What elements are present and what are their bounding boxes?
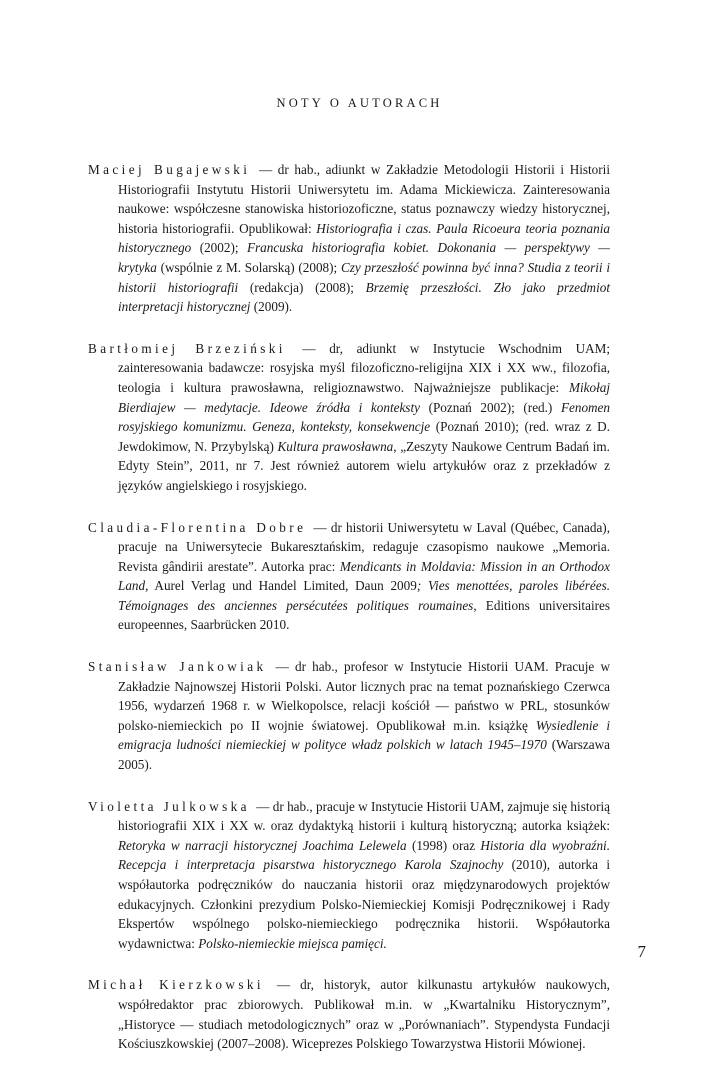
author-name: Stanisław Jankowiak (88, 659, 267, 675)
publication-title: Czy przeszłość powinna być inna? Studia z teorii i historii historiografii (118, 259, 610, 295)
publication-title: Mikołaj Bierdiajew — medytacje. Ideowe źródła i konteksty (118, 379, 610, 415)
author-entry (88, 160, 610, 317)
bio-text: , „Zeszyty Naukowe Centrum Badań im. Edyty Stein”, 2011, nr 7. Jest również autorem wielu artykułów oraz z przekładów z języków angielskiego i rosyjskiego. (118, 438, 610, 493)
bio-text: (Poznań 2002); (red.) (419, 399, 561, 415)
publication-title: Mendicants in Moldavia: Mission in an Orthodox Land (118, 558, 610, 594)
bio-text: (1998) oraz (406, 837, 481, 853)
bio-text: (Warszawa 2005). (118, 737, 611, 773)
publication-title: Wysiedlenie i emigracja ludności niemieckiej w polityce władz polskich w latach 1945–1970 (118, 717, 610, 753)
author-entry (88, 975, 610, 1053)
publication-title: Historiografia i czas. Paula Ricoeura teoria poznania historycznego (118, 220, 610, 256)
author-name: Bartłomiej Brzeziński (88, 340, 286, 356)
publication-title: Polsko-niemieckie miejsca pamięci. (198, 935, 387, 951)
author-name: Maciej Bugajewski (88, 162, 251, 177)
author-name: Michał Kierzkowski (88, 977, 264, 993)
author-entry (88, 657, 610, 775)
author-entry (88, 339, 610, 496)
bio-text: (wspólnie z M. Solarską) (2008); (156, 259, 341, 275)
bio-text: (Poznań 2010); (red. wraz z D. Jewdokimow, N. Przybylską) (118, 419, 610, 454)
bio-text: , Editions universitaires europeennes, Saarbrücken 2010. (118, 597, 610, 633)
publication-title: Brzemię przeszłości. Zło jako przedmiot interpretacji historycznej (118, 279, 610, 315)
bio-text: (2010), autorka i współautorka podręczników do nauczania historii oraz międzynarodowych projektów edukacyjnych. Członkini prezydium Polsko-Niemieckiej Komisji Podręcznikowej i Rady Ekspertów wspólnego polsko-niemieckiego podręcznika historii. Współautorka wydawnictwa: (118, 857, 610, 951)
bio-text: (2002); (191, 240, 247, 256)
publication-title: Francuska historiografia kobiet. Dokonania — perspektywy — krytyka (118, 240, 611, 275)
author-name: Violetta Julkowska (88, 798, 250, 814)
bio-text: — dr historii Uniwersytetu w Laval (Québec, Canada), pracuje na Uniwersytecie Bukaresztańskim, redaguje czasopismo naukowe „Memoria. Revista gândirii arestate”. Autorka prac: (118, 519, 611, 574)
bio-text: (redakcja) (2008); (238, 279, 366, 295)
author-entry (88, 518, 610, 636)
publication-title: Historia dla wyobraźni. Recepcja i interpretacja pisarstwa historycznego Karola Szajnochy (118, 837, 610, 873)
bio-text: , Aurel Verlag und Handel Limited, Daun 2009 (145, 578, 417, 594)
author-notes-list (88, 160, 610, 1076)
bio-text: — dr, historyk, autor kilkunastu artykułów naukowych, współredaktor prac zbiorowych. Publikował m.in. w „Kwartalniku Historycznym”, „Historyce — studiach metodologicznych” oraz w „Porównaniach”. Stypendysta Fundacji Kościuszkowskiej (2007–2008). Wiceprezes Polskiego Towarzystwa Historii Mówionej. (118, 977, 610, 1052)
bio-text: (2009). (250, 299, 293, 315)
publication-title: Fenomen rosyjskiego komunizmu. Geneza, konteksty, konsekwencje (118, 399, 611, 435)
author-entry (88, 797, 610, 954)
bio-text: — dr hab., profesor w Instytucie Historii UAM. Pracuje w Zakładzie Najnowszej Historii Polski. Autor licznych prac na temat poznańskiego Czerwca 1956, wydarzeń 1968 r. w Wielkopolsce, relacji kościół — państwo w PRL, stosunków polsko-niemieckich po II wojnie światowej. Opublikował m.in. książkę (118, 659, 610, 733)
bio-text: — dr hab., pracuje w Instytucie Historii UAM, zajmuje się historią historiografii XIX i XX w. oraz dydaktyką historii i kulturą historyczną; autorka książek: (118, 798, 610, 834)
bio-text: — dr hab., adiunkt w Zakładzie Metodologii Historii i Historii Historiografii Instytutu Historii Uniwersytetu im. Adama Mickiewicza. Zainteresowania naukowe: współczesne stanowiska historiozoficzne, status poznawczy wiedzy historycznej, historia historiografii. Opublikował: (118, 162, 610, 236)
bio-text: — dr, adiunkt w Instytucie Wschodnim UAM; zainteresowania badawcze: rosyjska myśl filozoficzno-religijna XIX i XX ww., filozofia, teologia i kultura prawosławna, religioznawstwo. Najważniejsze publikacje: (118, 340, 611, 395)
page-number: 7 (637, 942, 646, 961)
page-heading: NOTY O AUTORACH (276, 96, 443, 110)
publication-title: Retoryka w narracji historycznej Joachima Lelewela (118, 837, 407, 853)
publication-title: Kultura prawosławna (277, 438, 394, 454)
author-name: Claudia-Florentina Dobre (88, 519, 307, 535)
publication-title: ; Vies menottées, paroles libérées. Témoignages des anciennes persécutées politiques roumaines (118, 578, 611, 613)
